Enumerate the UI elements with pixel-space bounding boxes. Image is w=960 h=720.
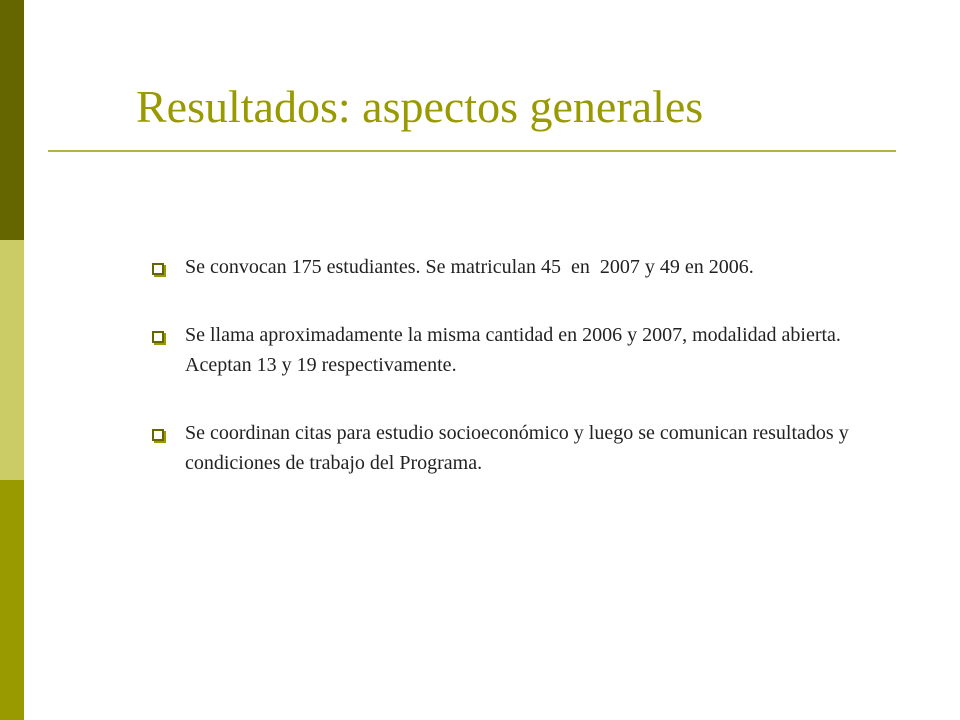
square-bullet-icon <box>152 429 164 441</box>
side-band-olive <box>0 480 24 720</box>
square-bullet-icon <box>152 263 164 275</box>
title-underline <box>48 150 896 152</box>
bullet-item <box>148 252 868 282</box>
bullet-list <box>148 252 868 516</box>
bullet-item <box>148 320 868 380</box>
bullet-text: Se llama aproximadamente la misma cantidad en 2006 y 2007, modalidad abierta. Aceptan 13 y 19 respectivamente. <box>185 324 841 376</box>
bullet-text: Se convocan 175 estudiantes. Se matriculan 45 en 2007 y 49 en 2006. <box>185 256 754 278</box>
side-band-light <box>0 240 24 480</box>
bullet-item <box>148 418 868 478</box>
side-band-dark <box>0 0 24 240</box>
slide-title: Resultados: aspectos generales <box>136 81 704 132</box>
bullet-text: Se coordinan citas para estudio socioeconómico y luego se comunican resultados y condiciones de trabajo del Programa. <box>185 422 849 474</box>
square-bullet-icon <box>152 331 164 343</box>
